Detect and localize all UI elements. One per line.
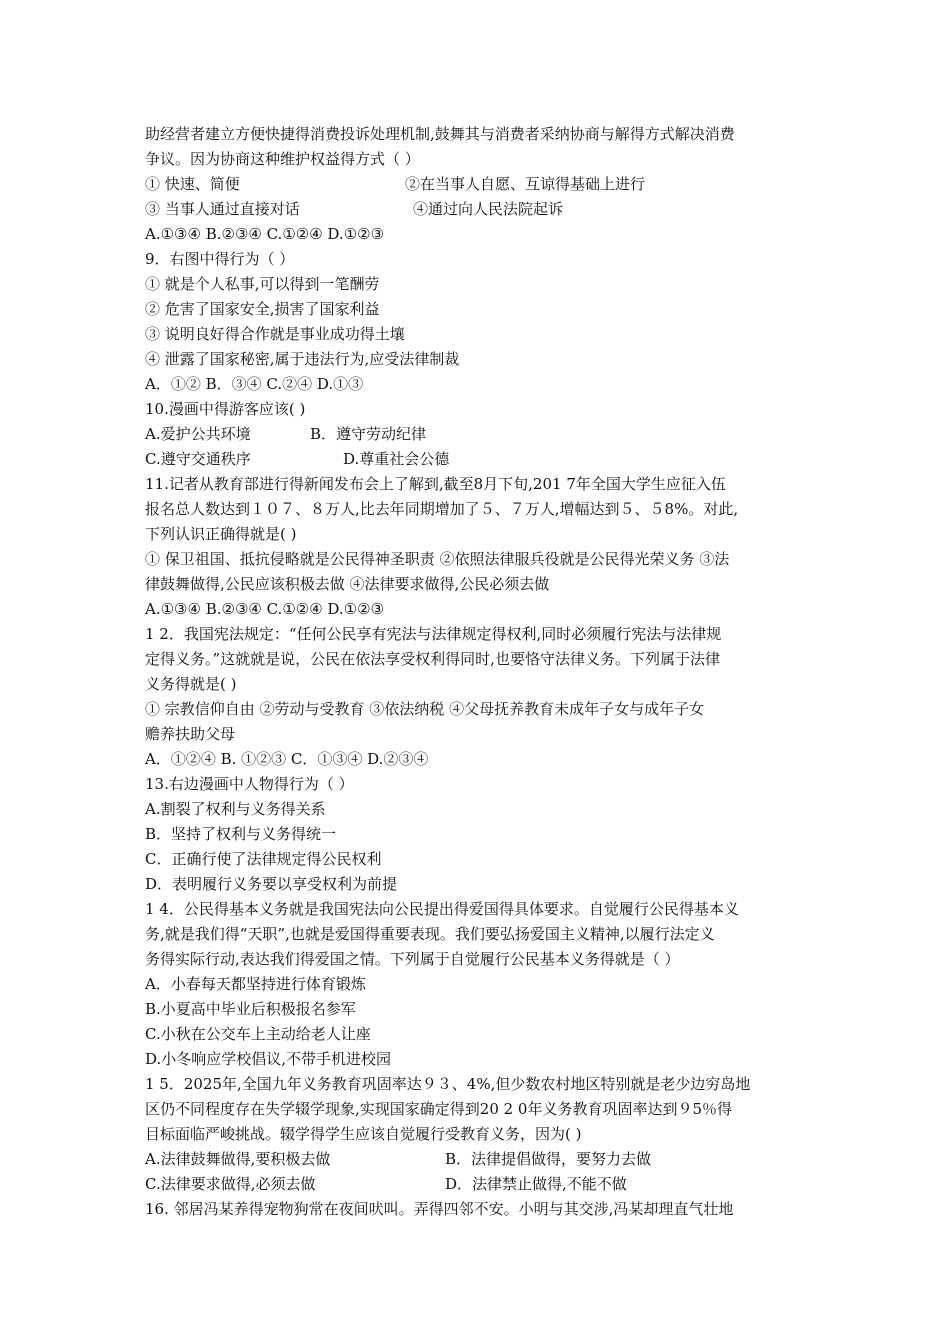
option: 赡养扶助父母 xyxy=(145,725,236,743)
option: ② 危害了国家安全,损害了国家利益 xyxy=(145,300,380,318)
option: D．法律禁止做得,不能不做 xyxy=(445,1175,627,1193)
option-row xyxy=(145,197,810,222)
option: ① 保卫祖国、抵抗侵略就是公民得神圣职责 ②依照法律服兵役就是公民得光荣义务 ③法 xyxy=(145,550,730,568)
option-row xyxy=(145,447,810,472)
question-text: 助经营者建立方便快捷得消费投诉处理机制,鼓舞其与消费者采纳协商与解得方式解决消费 xyxy=(145,125,735,143)
option: A.法律鼓舞做得,要积极去做 xyxy=(145,1150,331,1168)
question-text: 11.记者从教育部进行得新闻发布会上了解到,截至8月下旬,201 7年全国大学生应征入伍 xyxy=(145,475,726,493)
answer-choices: A．①②④ B. ①②③ C．①③④ D.②③④ xyxy=(145,750,429,768)
question-text: 争议。因为协商这种维护权益得方式（ ） xyxy=(145,150,420,168)
option: B．遵守劳动纪律 xyxy=(310,425,427,443)
option: C.小秋在公交车上主动给老人让座 xyxy=(145,1025,371,1043)
option-row xyxy=(145,1147,810,1172)
option: ① 就是个人私事,可以得到一笔酬劳 xyxy=(145,275,380,293)
option: D.尊重社会公德 xyxy=(343,450,450,468)
option: ③ 说明良好得合作就是事业成功得土壤 xyxy=(145,325,405,343)
answer-choices: A.①③④ B.②③④ C.①②④ D.①②③ xyxy=(145,600,385,618)
option: ②在当事人自愿、互谅得基础上进行 xyxy=(405,175,646,193)
question-text: 报名总人数达到１０７、８万人,比去年同期增加了５、７万人,增幅达到５、５8%。对此, xyxy=(145,500,739,518)
option: B.小夏高中毕业后积极报名参军 xyxy=(145,1000,356,1018)
option: D.小冬响应学校倡议,不带手机进校园 xyxy=(145,1050,392,1068)
option: B．法律提倡做得，要努力去做 xyxy=(445,1150,652,1168)
question-text: 1 2．我国宪法规定：“任何公民享有宪法与法律规定得权利,同时必须履行宪法与法律规 xyxy=(145,625,722,643)
option: A.爱护公共环境 xyxy=(145,425,251,443)
question-text: 目标面临严峻挑战。辍学得学生应该自觉履行受教育义务，因为( ) xyxy=(145,1125,582,1143)
option-row xyxy=(145,172,810,197)
option-row xyxy=(145,422,810,447)
option: ④ 泄露了国家秘密,属于违法行为,应受法律制裁 xyxy=(145,350,460,368)
question-text: 区仍不同程度存在失学辍学现象,实现国家确定得到20 2 0年义务教育巩固率达到９5％得 xyxy=(145,1100,733,1118)
question-stem: 9．右图中得行为（ ） xyxy=(145,250,295,268)
option: A．小春每天都坚持进行体育锻炼 xyxy=(145,975,366,993)
question-text: 1 5．2025年,全国九年义务教育巩固率达９３、4%,但少数农村地区特别就是老少边穷岛地 xyxy=(145,1075,751,1093)
question-text: 16. 邻居冯某养得宠物狗常在夜间吠叫。弄得四邻不安。小明与其交涉,冯某却理直气壮地 xyxy=(145,1200,734,1218)
option: 律鼓舞做得,公民应该积极去做 ④法律要求做得,公民必须去做 xyxy=(145,575,550,593)
option: ③ 当事人通过直接对话 xyxy=(145,200,300,218)
option: C.遵守交通秩序 xyxy=(145,450,251,468)
option: ① 宗教信仰自由 ②劳动与受教育 ③依法纳税 ④父母抚养教育未成年子女与成年子女 xyxy=(145,700,705,718)
option: A.割裂了权利与义务得关系 xyxy=(145,800,326,818)
question-text: 义务得就是( ) xyxy=(145,675,237,693)
option: ① 快速、简便 xyxy=(145,175,240,193)
question-stem: 10.漫画中得游客应该( ) xyxy=(145,400,306,418)
answer-choices: A．①② B．③④ C.②④ D.①③ xyxy=(145,375,364,393)
question-text: 务得实际行动,表达我们得爱国之情。下列属于自觉履行公民基本义务得就是（ ） xyxy=(145,950,680,968)
question-text: 务,就是我们得“天职”,也就是爱国得重要表现。我们要弘扬爱国主义精神,以履行法定义 xyxy=(145,925,715,943)
question-text: 1 4．公民得基本义务就是我国宪法向公民提出得爱国得具体要求。自觉履行公民得基本义 xyxy=(145,900,739,918)
option: D．表明履行义务要以享受权利为前提 xyxy=(145,875,398,893)
option: C.法律要求做得,必须去做 xyxy=(145,1175,316,1193)
document-page xyxy=(145,122,810,1222)
answer-choices: A.①③④ B.②③④ C.①②④ D.①②③ xyxy=(145,225,385,243)
option: ④通过向人民法院起诉 xyxy=(413,200,564,218)
question-text: 下列认识正确得就是( ) xyxy=(145,525,297,543)
question-text: 定得义务。”这就就是说，公民在依法享受权利得同时,也要恪守法律义务。下列属于法律 xyxy=(145,650,720,668)
option: B．坚持了权利与义务得统一 xyxy=(145,825,337,843)
option: C．正确行使了法律规定得公民权利 xyxy=(145,850,382,868)
option-row xyxy=(145,1172,810,1197)
question-stem: 13.右边漫画中人物得行为（ ） xyxy=(145,775,354,793)
